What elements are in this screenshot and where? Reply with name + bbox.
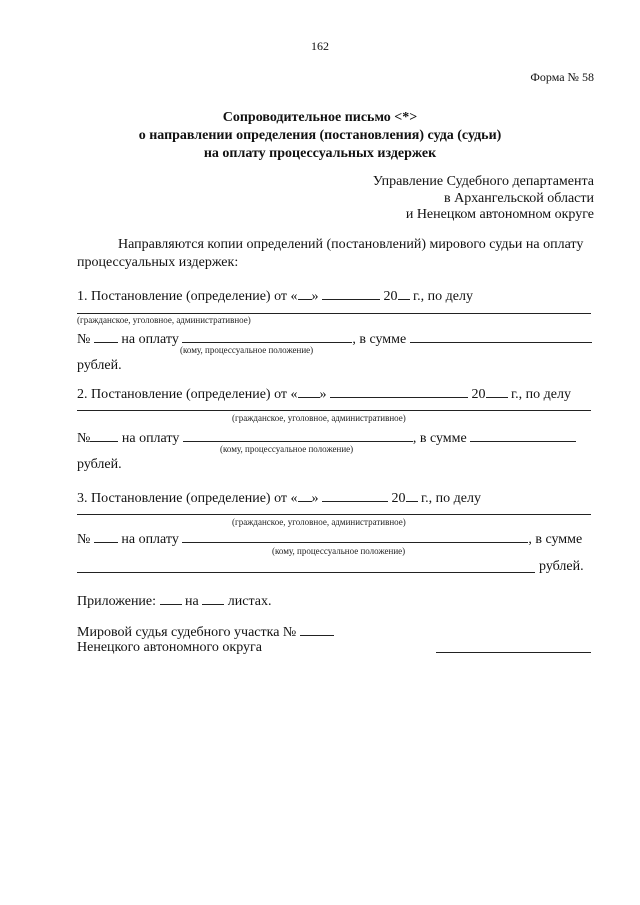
attachment-line: Приложение: на листах. — [77, 594, 272, 609]
item-1-case-type-field[interactable] — [77, 313, 591, 314]
addressee-line-2: в Архангельской области — [444, 191, 594, 206]
court-district-number-field[interactable] — [300, 624, 334, 636]
item-1-recipient-hint: (кому, процессуальное положение) — [180, 345, 314, 355]
item-3-month-field[interactable] — [322, 490, 388, 502]
item-2-case-type-field[interactable] — [77, 410, 591, 411]
item-3-case-type-field[interactable] — [77, 514, 591, 515]
attachment-count-field[interactable] — [160, 593, 182, 605]
item-3-decree-line: 3. Постановление (определение) от « » 20 г., по делу — [77, 491, 481, 506]
title-line-3: на оплату процессуальных издержек — [203, 146, 437, 161]
item-3-recipient-field[interactable] — [182, 531, 528, 543]
item-3-recipient-hint: (кому, процессуальное положение) — [272, 546, 406, 556]
item-3-rubles: рублей. — [539, 559, 584, 574]
page-number: 162 — [311, 39, 329, 53]
item-2-case-number-field[interactable] — [90, 430, 118, 442]
addressee-line-1: Управление Судебного департамента — [372, 174, 594, 189]
signature-line-2: Ненецкого автономного округа — [77, 640, 262, 655]
item-3-payment-line: № на оплату , в сумме — [77, 532, 583, 547]
item-3-sum-field[interactable] — [77, 572, 535, 573]
item-1-case-number-field[interactable] — [94, 331, 118, 343]
form-number: Форма № 58 — [530, 70, 594, 84]
item-2-day-field[interactable] — [298, 386, 320, 398]
item-1-day-field[interactable] — [298, 288, 312, 300]
item-1-year-field[interactable] — [398, 288, 410, 300]
item-1-payment-line: № на оплату , в сумме — [77, 331, 592, 347]
addressee-line-3: и Ненецком автономном округе — [405, 207, 594, 222]
item-2-sum-field[interactable] — [470, 430, 576, 442]
item-1-rubles: рублей. — [77, 358, 122, 373]
item-3-case-type-hint: (гражданское, уголовное, административное) — [232, 517, 406, 527]
item-2-payment-line: № на оплату , в сумме — [77, 430, 576, 446]
title-line-1: Сопроводительное письмо <*> — [222, 110, 418, 125]
item-1-month-field[interactable] — [322, 288, 380, 300]
item-3-case-number-field[interactable] — [94, 531, 118, 543]
item-2-year-field[interactable] — [486, 386, 508, 398]
title-line-2: о направлении определения (постановления) суда (судьи) — [138, 128, 502, 143]
signature-field[interactable] — [436, 652, 591, 653]
item-2-decree-line: 2. Постановление (определение) от « » 20 г., по делу — [77, 387, 571, 402]
attachment-sheets-field[interactable] — [202, 593, 224, 605]
item-2-rubles: рублей. — [77, 457, 122, 472]
intro-line-2: процессуальных издержек: — [77, 255, 239, 270]
item-1-decree-line: 1. Постановление (определение) от « » 20 г., по делу — [77, 289, 473, 304]
intro-line-1: Направляются копии определений (постановлений) мирового судьи на оплату — [118, 237, 584, 252]
item-2-month-field[interactable] — [330, 386, 468, 398]
item-3-year-field[interactable] — [406, 490, 418, 502]
item-2-recipient-hint: (кому, процессуальное положение) — [220, 444, 354, 454]
item-2-recipient-field[interactable] — [183, 430, 413, 442]
item-1-case-type-hint: (гражданское, уголовное, административное) — [77, 315, 251, 325]
item-3-day-field[interactable] — [298, 490, 312, 502]
item-1-sum-field[interactable] — [410, 331, 592, 343]
signature-line-1: Мировой судья судебного участка № — [77, 624, 334, 640]
item-2-case-type-hint: (гражданское, уголовное, административное) — [232, 413, 406, 423]
item-1-recipient-field[interactable] — [182, 331, 352, 343]
